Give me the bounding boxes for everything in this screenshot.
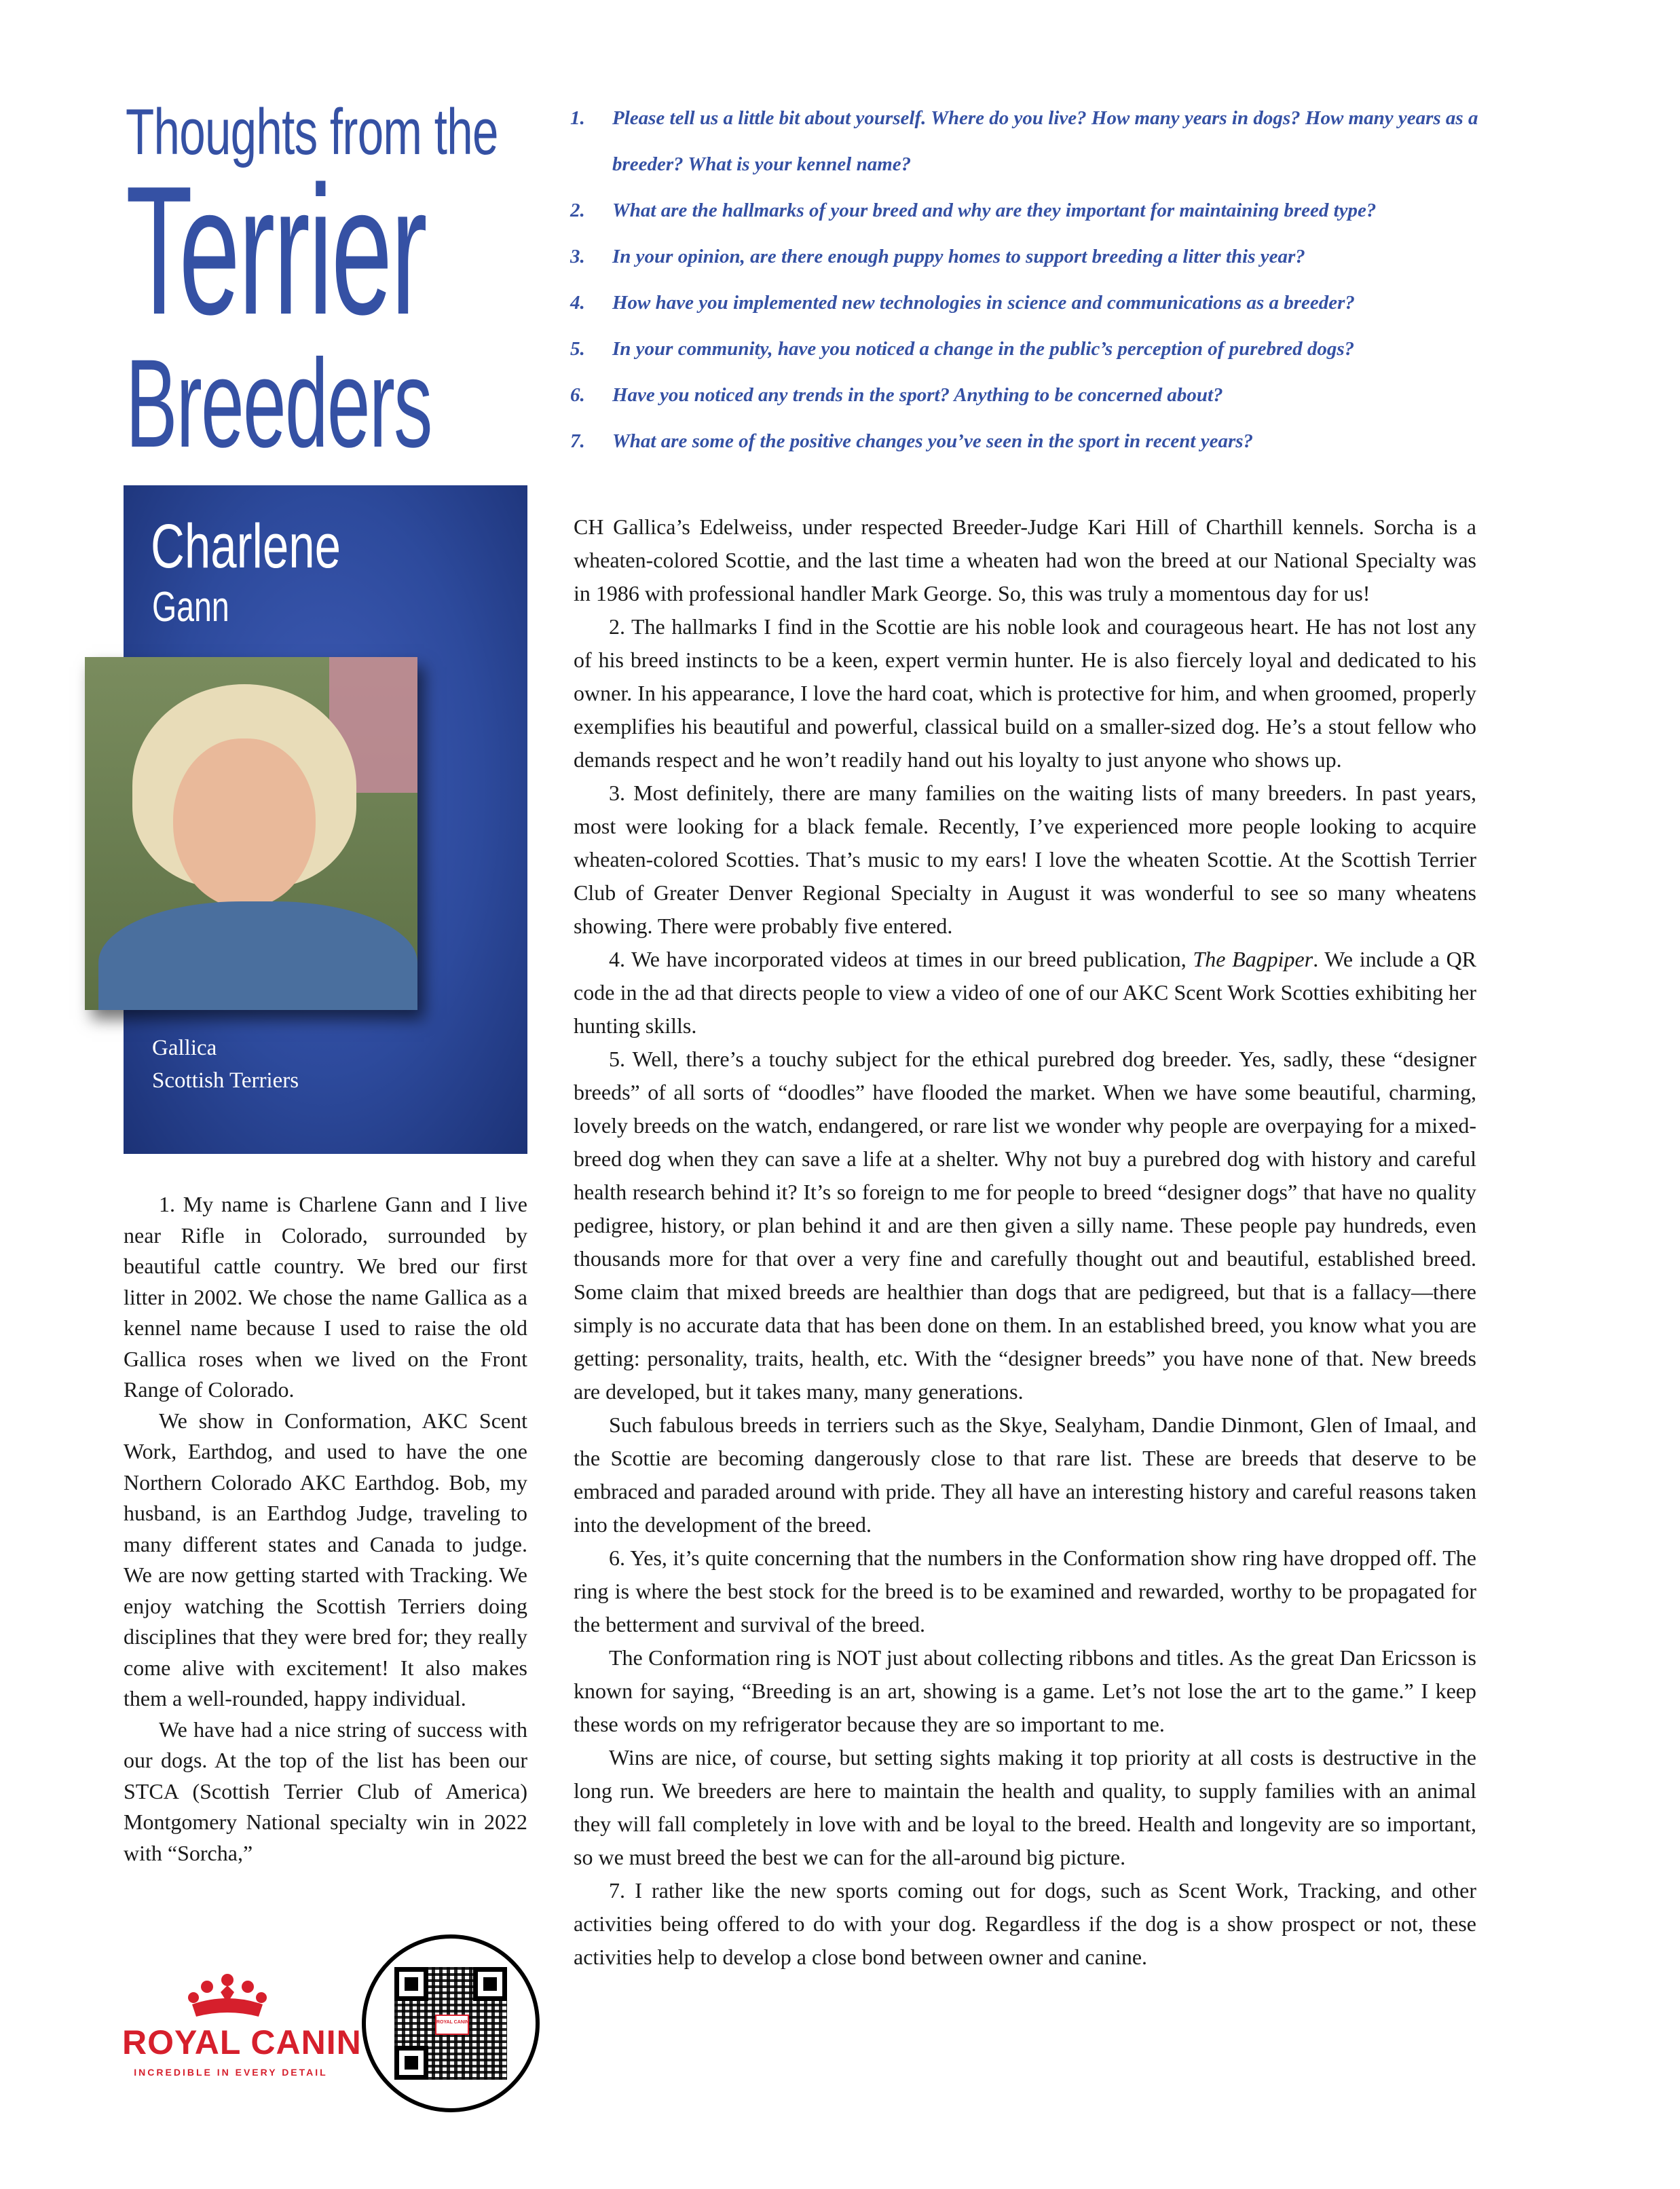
paragraph: 2. The hallmarks I find in the Scottie are his noble look and courageous heart. He has not lost any of his breed instincts to be a keen, expert vermin hunter. He is also fiercely loyal and dedicated to his owner. In his appearance, I love the hard coat, which is protective for him, and when groomed, properly exemplifies his beautiful and powerful, classical build on a smaller-sized dog. He’s a stout fellow who demands respect and he won’t readily hand out his loyalty to just anyone who shows up.	[574, 614, 1476, 772]
question-number: 5.	[570, 338, 585, 360]
questions-list	[570, 95, 1493, 464]
page-title	[126, 95, 533, 474]
question-number: 1.	[570, 107, 585, 129]
crown-icon	[187, 1972, 268, 2019]
question-item	[570, 280, 1493, 326]
question-text: What are the hallmarks of your breed and why are they important for maintaining breed type?	[612, 200, 1377, 221]
question-number: 3.	[570, 246, 585, 267]
question-text: Have you noticed any trends in the sport? Anything to be concerned about?	[612, 384, 1223, 406]
breeder-first-name: Charlene	[151, 512, 341, 581]
paragraph: We show in Conformation, AKC Scent Work, Earthdog, and used to have the one Northern Colorado AKC Earthdog. Bob, my husband, is an Earthdog Judge, traveling to many different states and Canada to judge. We are now getting started with Tracking. We enjoy watching the Scottish Terriers doing disciplines that they were bred for; they really come alive with excitement! It also makes them a well-rounded, happy individual.	[124, 1408, 527, 1710]
paragraph: 5. Well, there’s a touchy subject for the ethical purebred dog breeder. Yes, sadly, these “designer breeds” of all sorts of “doodles” have flooded the market. When we have some beautiful, charming, lovely breeds on the watch, endangered, or rare list we wonder why people are overpaying for a mixed-breed dog when they can save a life at a shelter. Why not buy a purebred dog with history and careful health research behind it? It’s so foreign to me for people to breed “designer dogs” that have no quality pedigree, history, or plan behind it and are then given a silly name. These people pay hundreds, even thousands more for that over a very fine and carefully thought out and beautiful, established breed. Some claim that mixed breeds are healthier than dogs that are pedigreed, but that is a fallacy—there simply is no accurate data that has been done on them. In an established breed, you know what you are getting: personality, traits, health, etc. With the “designer breeds” you have none of that. New breeds are developed, but it takes many, many generations.	[574, 1047, 1476, 1404]
photo-face	[173, 738, 316, 908]
qr-code[interactable]	[362, 1934, 540, 2112]
question-text: In your opinion, are there enough puppy homes to support breeding a litter this year?	[612, 246, 1305, 267]
qr-finder-top-right	[473, 1967, 507, 2001]
left-text-column	[124, 1189, 527, 1869]
paragraph: We have had a nice string of success with our dogs. At the top of the list has been our STCA (Scottish Terrier Club of America) Montgomery National specialty win in 2022 with “Sorcha,”	[124, 1717, 527, 1865]
brand-name: ROYAL CANIN	[122, 2023, 362, 2061]
question-number: 7.	[570, 430, 585, 452]
paragraph: 3. Most definitely, there are many families on the waiting lists of many breeders. In past years, most were looking for a black female. Recently, I’ve experienced more people looking to acquire wheaten-colored Scotties. That’s music to my ears! I love the wheaten Scottie. At the Scottish Terrier Club of Greater Denver Regional Specialty in August it was wonderful to see so many wheatens showing. There were probably five entered.	[574, 781, 1476, 938]
breeder-last-name: Gann	[152, 584, 229, 631]
question-text: In your community, have you noticed a change in the public’s perception of purebred dogs?	[612, 338, 1355, 360]
paragraph: 6. Yes, it’s quite concerning that the numbers in the Conformation show ring have dropped off. The ring is where the best stock for the breed is to be examined and rewarded, worthy to be propagated for the betterment and survival of the breed.	[574, 1546, 1476, 1636]
question-text: How have you implemented new technologies in science and communications as a breeder?	[612, 292, 1355, 314]
paragraph: Wins are nice, of course, but setting sights making it top priority at all costs is destructive in the long run. We breeders are here to maintain the health and quality, to supply families with an animal they will fall completely in love with and be loyal to the breed. Health and longevity are so important, so we must breed the best we can for the all-around big picture.	[574, 1745, 1476, 1869]
paragraph-text: . We include a QR code in the ad that directs people to view a video of one of our AKC Scent Work Scotties exhibiting her hunting skills.	[574, 947, 1477, 1038]
question-number: 6.	[570, 384, 585, 406]
brand-tagline: INCREDIBLE IN EVERY DETAIL	[134, 2067, 328, 2078]
qr-center-label: ROYAL CANIN	[436, 2020, 469, 2025]
question-text: Please tell us a little bit about yourself. Where do you live? How many years in dogs? How many years as a breeder? What is your kennel name?	[612, 107, 1478, 175]
question-item	[570, 187, 1493, 233]
question-item	[570, 372, 1493, 418]
paragraph: CH Gallica’s Edelweiss, under respected Breeder-Judge Kari Hill of Charthill kennels. Sorcha is a wheaten-colored Scottie, and the last time a wheaten had won the breed at our National Specialty was in 1986 with professional handler Mark George. So, this was truly a momentous day for us!	[574, 514, 1476, 605]
title-line-thoughts: Thoughts from the	[126, 96, 498, 168]
royal-canin-logo	[122, 1972, 362, 2080]
question-item	[570, 326, 1493, 372]
question-item	[570, 233, 1493, 280]
right-text-column	[574, 510, 1476, 1974]
paragraph-text: 4. We have incorporated videos at times in our breed publication,	[609, 947, 1193, 971]
breeder-photo	[85, 657, 417, 1010]
kennel-name: Gallica	[152, 1036, 217, 1060]
paragraph	[574, 943, 1476, 1043]
qr-finder-bottom-left	[394, 2046, 428, 2080]
breeder-profile-box	[124, 485, 527, 1154]
paragraph: 1. My name is Charlene Gann and I live near Rifle in Colorado, surrounded by beautiful cattle country. We bred our first litter in 2002. We chose the name Gallica as a kennel name because I used to raise the old Gallica roses when we lived on the Front Range of Colorado.	[124, 1192, 527, 1402]
qr-pattern	[394, 1967, 507, 2080]
title-line-breeders: Breeders	[126, 334, 432, 474]
question-item	[570, 418, 1493, 464]
question-text: What are some of the positive changes you’ve seen in the sport in recent years?	[612, 430, 1254, 452]
title-line-terrier: Terrier	[126, 149, 426, 353]
kennel-breed: Scottish Terriers	[152, 1068, 299, 1093]
question-item	[570, 95, 1493, 187]
paragraph: Such fabulous breeds in terriers such as the Skye, Sealyham, Dandie Dinmont, Glen of Imaal, and the Scottie are becoming dangerously close to that rare list. These are breeds that deserve to be embraced and paraded around with pride. They all have an interesting history and careful reasons taken into the development of the breed.	[574, 1412, 1476, 1537]
photo-shirt	[98, 901, 417, 1010]
qr-finder-top-left	[394, 1967, 428, 2001]
paragraph: 7. I rather like the new sports coming out for dogs, such as Scent Work, Tracking, and other activities being offered to do with your dog. Regardless if the dog is a show prospect or not, these activities help to develop a close bond between owner and canine.	[574, 1878, 1476, 1969]
qr-center-logo	[435, 2015, 469, 2035]
paragraph: The Conformation ring is NOT just about collecting ribbons and titles. As the great Dan Ericsson is known for saying, “Breeding is an art, showing is a game. Let’s not lose the art to the game.” I keep these words on my refrigerator because they are so important to me.	[574, 1645, 1476, 1736]
question-number: 4.	[570, 292, 585, 314]
question-number: 2.	[570, 200, 585, 221]
publication-title: The Bagpiper	[1193, 947, 1313, 971]
